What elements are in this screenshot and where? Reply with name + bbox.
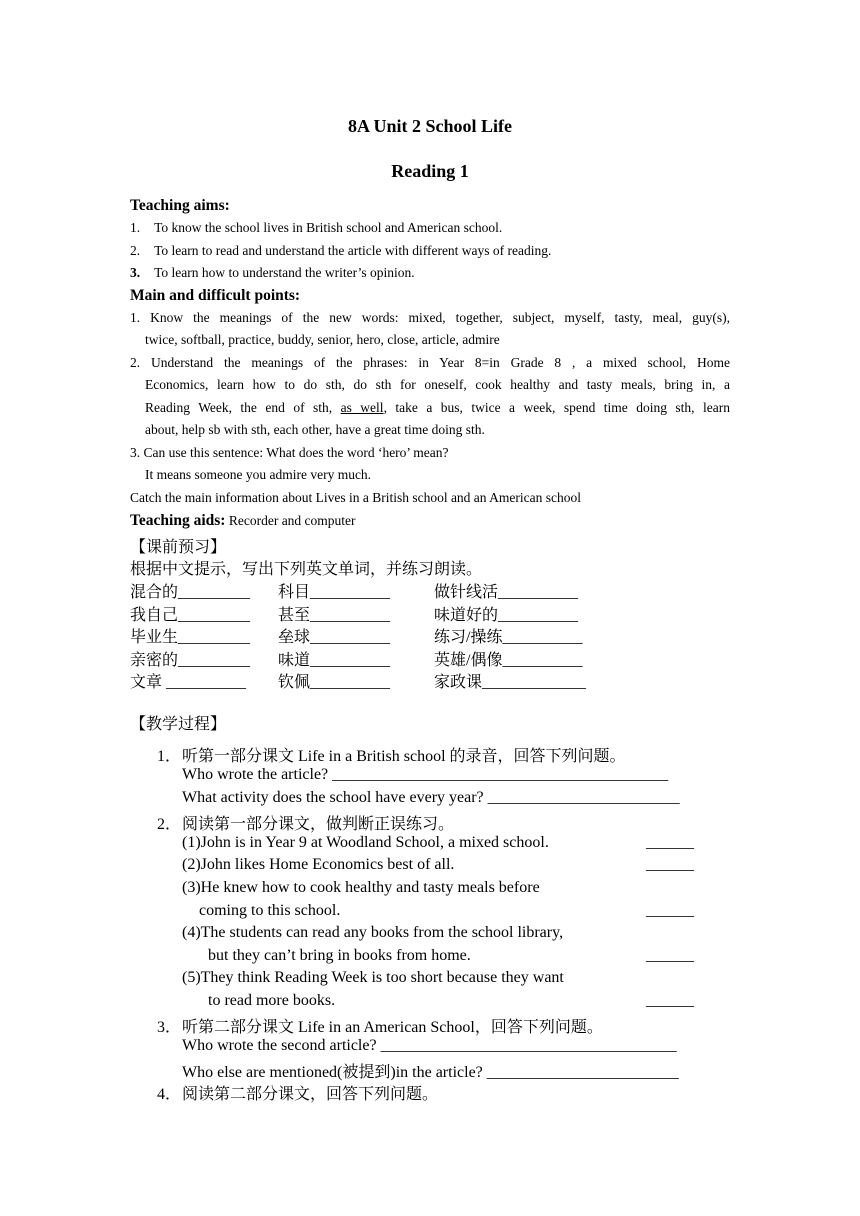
aim-number: 1. xyxy=(130,220,141,235)
q4-text: 阅读第二部分课文，回答下列问题。 xyxy=(182,1086,439,1103)
vocab-cell: 混合的_________ xyxy=(130,584,251,601)
aim-text: To know the school lives in British school and American school. xyxy=(154,220,503,235)
q1-question-a: Who wrote the article? __________________________________________ xyxy=(182,766,669,783)
vocab-cell: 亲密的_________ xyxy=(130,652,251,669)
vocab-cell: 味道好的__________ xyxy=(434,607,579,624)
tf-item: (2)John likes Home Economics best of all. xyxy=(182,856,455,873)
tf-item-continued: to read more books. xyxy=(208,992,336,1009)
underlined-phrase: as well xyxy=(340,400,384,415)
vocab-cell: 文章 __________ xyxy=(130,674,247,691)
point3-line1: 3. Can use this sentence: What does the word ‘hero’ mean? xyxy=(130,445,449,460)
aim-item xyxy=(130,243,551,259)
point2-line3-end: , take a bus, twice a week, spend time doing sth, learn xyxy=(383,400,730,415)
q3-text: 听第二部分课文 Life in an American School，回答下列问题。 xyxy=(182,1019,603,1036)
aim-item xyxy=(130,265,415,281)
page-title: 8A Unit 2 School Life xyxy=(347,116,512,136)
vocab-cell: 科目__________ xyxy=(278,584,391,601)
tf-answer-blank: ______ xyxy=(646,834,694,851)
tf-answer-blank: ______ xyxy=(646,902,694,919)
q3-question-b: Who else are mentioned(被提到)in the article? ________________________ xyxy=(182,1064,679,1081)
vocab-cell: 钦佩__________ xyxy=(278,674,391,691)
aim-text: To learn to read and understand the article with different ways of reading. xyxy=(154,243,552,258)
aim-number: 2. xyxy=(130,243,141,258)
vocab-cell: 我自己_________ xyxy=(130,607,251,624)
process-heading: 【教学过程】 xyxy=(130,716,227,733)
q1-question-b: What activity does the school have every year? ________________________ xyxy=(182,789,680,806)
vocab-cell: 英雄/偶像__________ xyxy=(434,652,583,669)
preview-heading: 【课前预习】 xyxy=(130,539,227,556)
points-heading: Main and difficult points: xyxy=(130,287,301,304)
point2-line4: about, help sb with sth, each other, have a great time doing sth. xyxy=(145,422,485,437)
vocab-cell: 毕业生_________ xyxy=(130,629,251,646)
q3-number: 3． xyxy=(157,1019,182,1036)
preview-instruction: 根据中文提示，写出下列英文单词，并练习朗读。 xyxy=(130,561,483,578)
q2-text: 阅读第一部分课文，做判断正误练习。 xyxy=(182,816,455,833)
point2-line3 xyxy=(145,400,730,416)
tf-answer-blank: ______ xyxy=(646,992,694,1009)
q4-number: 4． xyxy=(157,1086,182,1103)
tf-item: (5)They think Reading Week is too short because they want xyxy=(182,969,564,986)
aim-text: To learn how to understand the writer’s opinion. xyxy=(154,265,415,280)
tf-item-continued: but they can’t bring in books from home. xyxy=(208,947,471,964)
aids-text: Recorder and computer xyxy=(225,513,356,528)
vocab-cell: 练习/操练__________ xyxy=(434,629,583,646)
q3-question-a: Who wrote the second article? _____________________________________ xyxy=(182,1037,677,1054)
vocab-cell: 味道__________ xyxy=(278,652,391,669)
tf-item: (3)He knew how to cook healthy and tasty meals before xyxy=(182,879,540,896)
vocab-cell: 甚至__________ xyxy=(278,607,391,624)
point3-line2: It means someone you admire very much. xyxy=(145,467,372,482)
point2-line2: Economics, learn how to do sth, do sth for oneself, cook healthy and tasty meals, bring in, a xyxy=(145,377,730,392)
q1-number: 1． xyxy=(157,748,182,765)
vocab-cell: 家政课_____________ xyxy=(434,674,587,691)
point2-line3-start: Reading Week, the end of sth, xyxy=(145,400,341,415)
q1-text: 听第一部分课文 Life in a British school 的录音，回答下列问题。 xyxy=(182,748,626,765)
aids-heading: Teaching aids: xyxy=(130,512,226,529)
vocab-cell: 做针线活__________ xyxy=(434,584,579,601)
point1-line1: 1. Know the meanings of the new words: mixed, together, subject, myself, tasty, meal, guy(s), xyxy=(130,310,730,325)
point2-line1: 2. Understand the meanings of the phrases: in Year 8=in Grade 8 , a mixed school, Home xyxy=(130,355,730,370)
page-subtitle: Reading 1 xyxy=(391,161,469,181)
teaching-aids xyxy=(130,512,356,530)
tf-answer-blank: ______ xyxy=(646,947,694,964)
q2-number: 2． xyxy=(157,816,182,833)
aim-item xyxy=(130,220,502,236)
point1-line2: twice, softball, practice, buddy, senior, hero, close, article, admire xyxy=(145,332,500,347)
tf-item-continued: coming to this school. xyxy=(199,902,341,919)
tf-answer-blank: ______ xyxy=(646,856,694,873)
aim-number: 3. xyxy=(130,265,141,280)
tf-item: (1)John is in Year 9 at Woodland School, a mixed school. xyxy=(182,834,549,851)
aims-heading: Teaching aims: xyxy=(130,197,230,214)
catch-line: Catch the main information about Lives in a British school and an American school xyxy=(130,490,582,505)
vocab-cell: 垒球__________ xyxy=(278,629,391,646)
tf-item: (4)The students can read any books from the school library, xyxy=(182,924,564,941)
